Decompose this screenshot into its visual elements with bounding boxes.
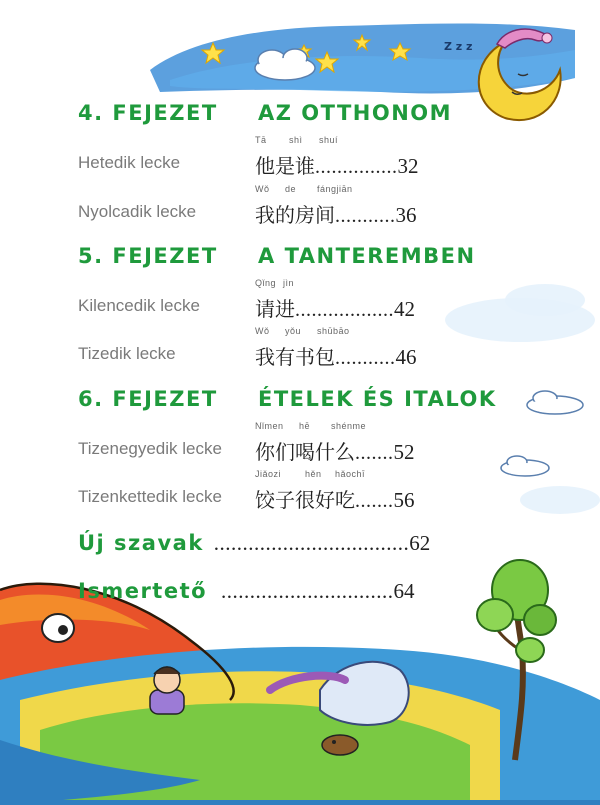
chapter-title: A TANTEREMBEN <box>258 244 476 268</box>
leader-dots: ....... <box>355 490 394 512</box>
lesson-12-name: Tizenkettedik lecke <box>78 487 222 506</box>
overview-title: Ismertető <box>78 579 208 603</box>
svg-text:Z z z: Z z z <box>444 40 473 53</box>
chapter-title: AZ OTTHONOM <box>258 101 453 125</box>
chapter-6-heading <box>78 387 497 411</box>
hanzi-title: 你们喝什么 <box>255 440 355 464</box>
page-number: 52 <box>393 440 415 464</box>
creature-eye <box>42 614 74 642</box>
pinyin-line: Wǒ de fángjiān <box>255 184 353 194</box>
lesson-12-entry[interactable] <box>255 469 415 513</box>
page-number: 56 <box>393 488 415 512</box>
lesson-8-entry[interactable] <box>255 184 417 228</box>
page-number: 42 <box>394 297 415 321</box>
lesson-9-name: Kilencedik lecke <box>78 296 200 315</box>
chapter-4-heading <box>78 101 452 125</box>
page-number: 62 <box>409 531 431 555</box>
page-number: 46 <box>395 345 417 369</box>
chapter-5-heading <box>78 244 476 268</box>
overview-entry[interactable] <box>78 579 415 604</box>
hanzi-title: 我有书包 <box>255 345 335 369</box>
page-number: 64 <box>393 579 415 603</box>
pinyin-line: Qǐng jìn <box>255 278 295 288</box>
lesson-7-name: Hetedik lecke <box>78 153 181 172</box>
new-words-entry[interactable] <box>78 531 430 556</box>
chapter-number: 5. FEJEZET <box>78 244 218 268</box>
pinyin-line: Wǒ yǒu shūbāo <box>255 326 350 336</box>
lesson-9-entry[interactable] <box>255 278 415 322</box>
page-number: 32 <box>397 154 419 178</box>
leader-dots: ........... <box>335 347 396 369</box>
chapter-title: ÉTELEK ÉS ITALOK <box>258 387 497 411</box>
chapter-number: 6. FEJEZET <box>78 387 218 411</box>
pinyin-line: Tā shì shuí <box>255 135 339 145</box>
leader-dots: .................. <box>295 299 394 321</box>
pinyin-line: Nǐmen hē shénme <box>255 421 367 431</box>
lesson-11-name: Tizenegyedik lecke <box>78 439 222 458</box>
hanzi-title: 他是谁 <box>255 154 315 178</box>
hanzi-title: 我的房间 <box>255 203 335 227</box>
sky-cloud <box>255 49 315 80</box>
leader-dots: ....... <box>355 442 394 464</box>
leader-dots: ........... <box>335 205 396 227</box>
chapter-number: 4. FEJEZET <box>78 101 218 125</box>
hanzi-title: 饺子很好吃 <box>255 488 355 512</box>
pinyin-line: Jiǎozi hěn hǎochī <box>255 469 366 479</box>
lesson-7-entry[interactable] <box>255 135 419 179</box>
new-words-title: Új szavak <box>78 531 204 555</box>
lesson-10-entry[interactable] <box>255 326 417 370</box>
leader-dots: .............................. <box>221 579 394 603</box>
hanzi-title: 请进 <box>255 297 295 321</box>
page-number: 36 <box>395 203 417 227</box>
lesson-8-name: Nyolcadik lecke <box>78 202 197 221</box>
mole-figure <box>322 735 358 755</box>
lesson-10-name: Tizedik lecke <box>78 344 176 363</box>
lesson-11-entry[interactable] <box>255 421 415 465</box>
leader-dots: .................................. <box>213 531 410 555</box>
child-figure <box>150 667 184 714</box>
leader-dots: ............... <box>315 156 398 178</box>
